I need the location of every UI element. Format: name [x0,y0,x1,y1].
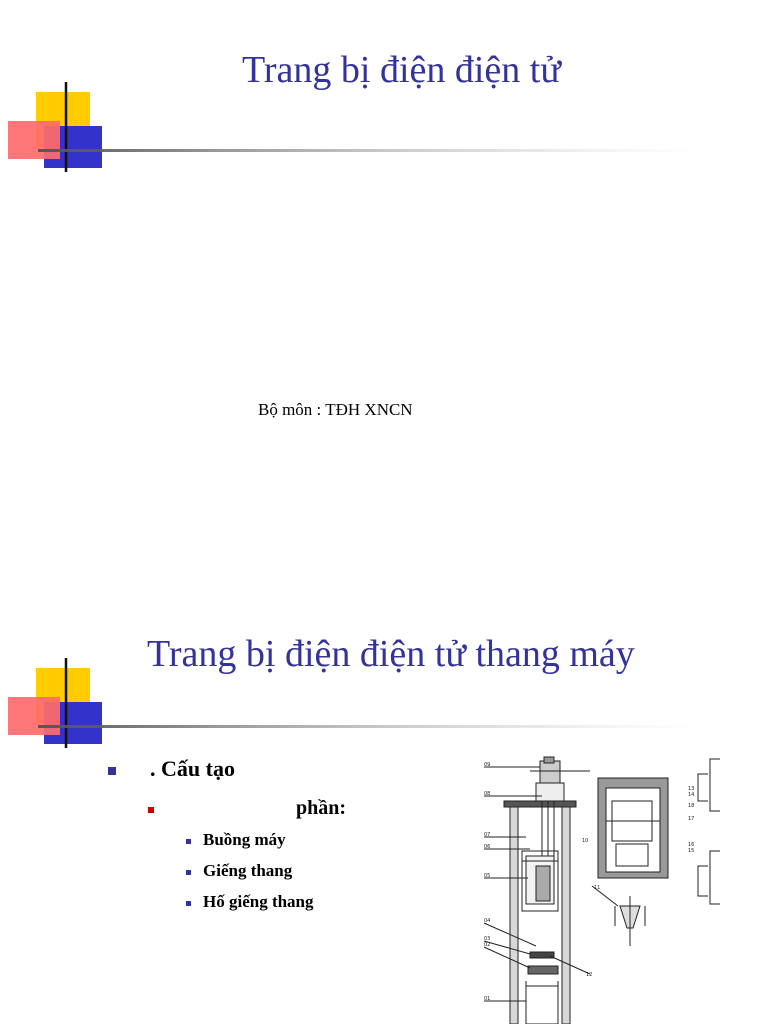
bullet-text: Giếng thang [203,861,293,880]
bullet-square-icon [108,767,116,775]
bullet-square-icon [148,807,154,813]
bullet-square-icon [186,901,191,906]
bullet-level1 [150,756,235,782]
svg-text:01: 01 [484,996,491,1002]
slide-subtitle: Bộ môn : TĐH XNCN [258,400,413,419]
bullet-level3 [203,892,314,912]
svg-text:07: 07 [484,832,491,838]
svg-text:06: 06 [484,844,491,850]
deco-horizontal-line [38,149,698,152]
bullet-text: phần: [296,797,347,819]
deco-red-square [8,697,60,735]
slide-2 [0,576,768,1024]
svg-text:04: 04 [484,918,491,924]
bullet-text: . Cấu tạo [150,756,235,781]
svg-text:18: 18 [688,803,695,809]
svg-text:09: 09 [484,762,491,768]
svg-text:15: 15 [688,848,695,854]
slide-title: Trang bị điện điện tử [242,49,561,91]
deco-red-square [8,121,60,159]
svg-text:14: 14 [688,792,695,798]
svg-text:05: 05 [484,873,491,879]
svg-text:11: 11 [594,885,601,891]
slide-title: Trang bị điện điện tử thang máy [147,633,635,675]
svg-text:08: 08 [484,791,491,797]
bullet-level3 [203,830,286,850]
svg-text:17: 17 [688,816,695,822]
bullet-text: Buồng máy [203,830,286,849]
svg-text:16: 16 [688,842,695,848]
bullet-level2 [296,797,346,820]
svg-text:10: 10 [582,838,589,844]
svg-text:12: 12 [586,972,593,978]
bullet-square-icon [186,870,191,875]
corner-decoration [0,0,768,200]
elevator-diagram [470,756,760,1024]
bullet-text: Hố giếng thang [203,892,314,911]
bullet-square-icon [186,839,191,844]
bullet-level3 [203,861,292,881]
svg-text:13: 13 [688,786,695,792]
svg-text:03: 03 [484,936,491,942]
svg-text:02: 02 [484,942,491,948]
corner-decoration [0,576,768,776]
deco-horizontal-line [38,725,698,728]
